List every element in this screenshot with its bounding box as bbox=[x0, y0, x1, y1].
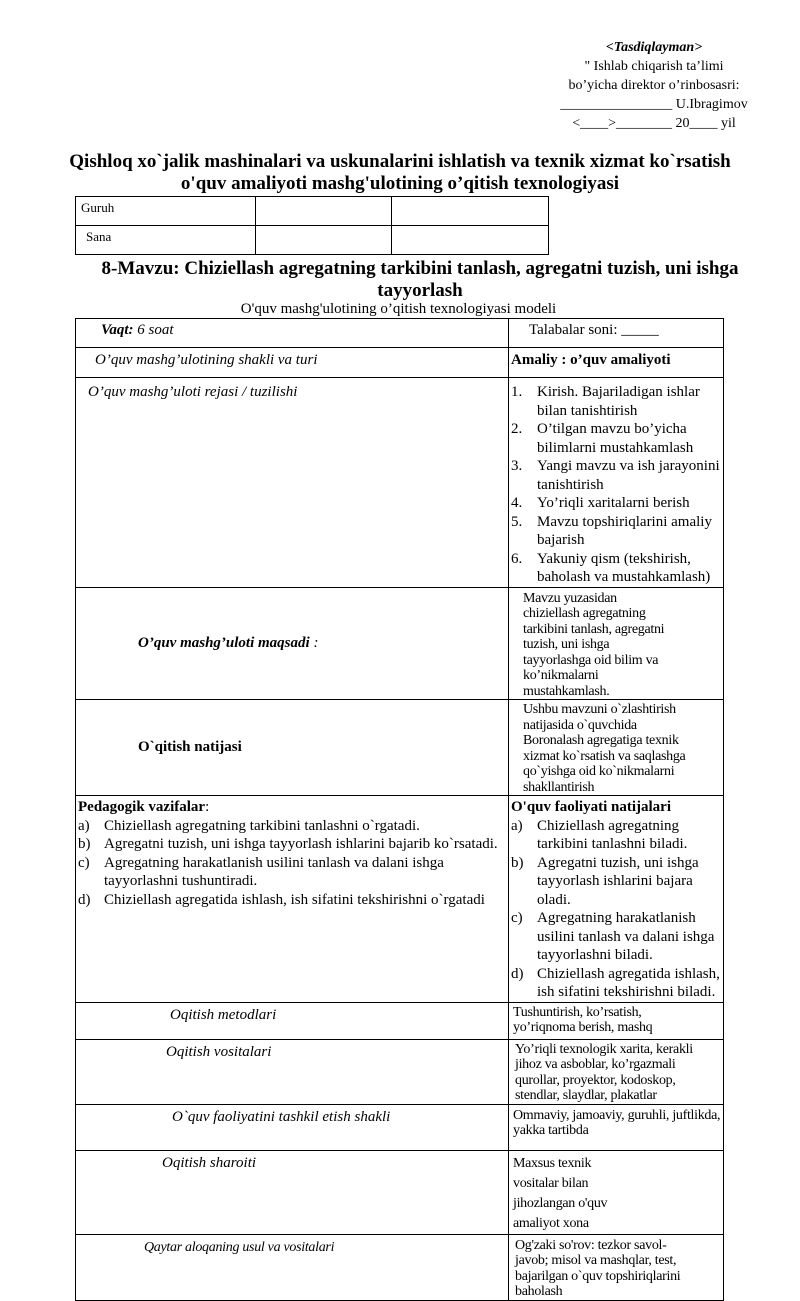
approval-block bbox=[548, 38, 760, 133]
activity-result-item-marker: b) bbox=[511, 854, 524, 871]
form-row bbox=[76, 348, 724, 378]
plan-item-marker: 3. bbox=[511, 458, 523, 474]
activity-result-item-text: Agregatning harakatlanish usilini tanlash va dalani ishga tayyorlashni biladi. bbox=[537, 910, 715, 963]
approval-line-2: bo’yicha direktor o’rinbosasri: bbox=[568, 78, 740, 93]
goal-colon: : bbox=[309, 635, 319, 651]
conditions-row bbox=[76, 1150, 724, 1234]
methods-value: Tushuntirish, ko’rsatish, yo’riqnoma berish, mashq bbox=[509, 1002, 724, 1039]
time-row bbox=[76, 319, 724, 348]
topic-line-1: 8-Mavzu: Chiziellash agregatning tarkibini tanlash, agregatni tuzish, uni ishga bbox=[101, 258, 739, 279]
activity-result-item-text: Chiziellash agregatning tarkibini tanlashni biladi. bbox=[537, 817, 688, 852]
pedagogic-task-item-marker: b) bbox=[78, 836, 91, 852]
model-subtitle: O'quv mashg'ulotining o’qitish texnologiyasi modeli bbox=[240, 301, 557, 317]
activity-result-item-marker: a) bbox=[511, 817, 523, 834]
activity-results-title: O'quv faoliyati natijalari bbox=[511, 799, 672, 815]
feedback-value: Og'zaki so'rov: tezkor savol-javob; misol va mashqlar, test, bajarilgan o`quv topshiriqlarini baholash bbox=[509, 1234, 724, 1300]
approval-line-3: ________________ U.Ibragimov bbox=[560, 97, 748, 112]
plan-item-marker: 5. bbox=[511, 513, 523, 530]
pedagogic-task-item-text: Agregatning harakatlanish usilini tanlash va dalani ishga tayyorlashni tushuntiradi. bbox=[104, 854, 444, 889]
activity-result-item bbox=[511, 909, 721, 965]
plan-item-marker: 1. bbox=[511, 384, 523, 400]
time-value: 6 soat bbox=[133, 322, 174, 338]
group-date-table bbox=[75, 196, 549, 255]
pedagogic-task-item bbox=[78, 835, 506, 854]
students-cell bbox=[509, 319, 724, 348]
topic-heading bbox=[70, 258, 770, 302]
pedagogic-task-item-text: Agregatni tuzish, uni ishga tayyorlash ishlarini bajarib ko`rsatadi. bbox=[104, 836, 498, 852]
pedagogic-task-item bbox=[78, 817, 506, 836]
pedagogic-task-item-marker: c) bbox=[78, 854, 90, 871]
plan-item-text: O’tilgan mavzu bo’yicha bilimlarni mustahkamlash bbox=[537, 421, 694, 456]
plan-item bbox=[511, 457, 721, 494]
plan-item-text: Yakuniy qism (tekshirish, baholash va mustahkamlash) bbox=[537, 550, 711, 585]
approval-line-4: <____>________ 20____ yil bbox=[572, 116, 736, 131]
result-row bbox=[76, 700, 724, 796]
plan-item-text: Kirish. Bajariladigan ishlar bilan tanishtirish bbox=[537, 384, 700, 419]
group-label: Guruh bbox=[76, 197, 256, 226]
plan-item-marker: 4. bbox=[511, 495, 523, 511]
students-label: Talabalar soni: _____ bbox=[529, 322, 659, 338]
plan-item-text: Yo’riqli xaritalarni berish bbox=[537, 495, 690, 511]
organization-label: O`quv faoliyatini tashkil etish shakli bbox=[76, 1104, 509, 1150]
time-cell bbox=[76, 319, 509, 348]
pedagogic-task-item-marker: d) bbox=[78, 891, 91, 908]
organization-value: Ommaviy, jamoaviy, guruhli, juftlikda, yakka tartibda bbox=[509, 1104, 724, 1150]
activity-result-item-marker: c) bbox=[511, 910, 523, 926]
activity-result-item-text: Agregatni tuzish, uni ishga tayyorlash ishlarini bajara oladi. bbox=[537, 854, 699, 908]
time-label: Vaqt: bbox=[101, 322, 134, 338]
document-title bbox=[40, 151, 760, 195]
pedagogic-task-item-marker: a) bbox=[78, 817, 90, 834]
tools-row bbox=[76, 1039, 724, 1104]
activity-result-item bbox=[511, 965, 721, 1002]
topic-line-2: tayyorlash bbox=[377, 280, 463, 301]
group-row bbox=[76, 197, 549, 226]
plan-row bbox=[76, 378, 724, 588]
activity-result-item bbox=[511, 854, 721, 910]
form-value: Amaliy : o’quv amaliyoti bbox=[509, 348, 724, 378]
date-value-cell-2[interactable] bbox=[392, 226, 549, 255]
activity-result-item bbox=[511, 817, 721, 854]
pedagogic-task-item-text: Chiziellash agregatning tarkibini tanlashni o`rgatadi. bbox=[104, 817, 420, 834]
conditions-label: Oqitish sharoiti bbox=[76, 1150, 509, 1234]
plan-cell bbox=[509, 378, 724, 588]
document-title-line-2: o'quv amaliyoti mashg'ulotining o’qitish texnologiyasi bbox=[180, 173, 620, 194]
activity-results-list bbox=[511, 817, 721, 1002]
pedagogic-task-item-text: Chiziellash agregatida ishlash, ish sifatini tekshirishni o`rgatadi bbox=[104, 891, 485, 908]
activity-results-cell bbox=[509, 796, 724, 1003]
feedback-row bbox=[76, 1234, 724, 1300]
conditions-value: Maxsus texnik vositalar bilan jihozlangan o'quv amaliyot xona bbox=[509, 1150, 724, 1234]
group-value-cell-2[interactable] bbox=[392, 197, 549, 226]
plan-item-marker: 6. bbox=[511, 550, 523, 567]
plan-label: O’quv mashg’uloti rejasi / tuzilishi bbox=[76, 378, 509, 588]
pedagogic-task-item bbox=[78, 891, 506, 910]
plan-list bbox=[511, 383, 721, 587]
tools-label: Oqitish vositalari bbox=[76, 1039, 509, 1104]
document-title-line-1: Qishloq xo`jalik mashinalari va uskunalarini ishlatish va texnik xizmat ko`rsatish bbox=[69, 151, 731, 172]
plan-item bbox=[511, 550, 721, 587]
model-table bbox=[75, 318, 724, 1301]
goal-row bbox=[76, 587, 724, 700]
date-label: Sana bbox=[76, 226, 256, 255]
plan-item-text: Mavzu topshiriqlarini amaliy bajarish bbox=[537, 513, 712, 548]
approval-title: <Tasdiqlayman> bbox=[605, 40, 703, 55]
date-row bbox=[76, 226, 549, 255]
activity-result-item-text: Chiziellash agregatida ishlash, ish sifatini tekshirishni biladi. bbox=[537, 965, 720, 1000]
result-text: Ushbu mavzuni o`zlashtirish natijasida o`quvchida Boronalash agregatiga texnik xizmat ko`rsatish va saqlashga qo`yishga oid ko`nikmalarni shakllantirish bbox=[509, 700, 724, 796]
pedagogic-tasks-colon: : bbox=[205, 799, 210, 815]
feedback-label: Qaytar aloqaning usul va vositalari bbox=[76, 1234, 509, 1300]
plan-item bbox=[511, 420, 721, 457]
date-value-cell-1[interactable] bbox=[256, 226, 392, 255]
tasks-row bbox=[76, 796, 724, 1003]
pedagogic-tasks-title: Pedagogik vazifalar bbox=[78, 799, 206, 815]
methods-row bbox=[76, 1002, 724, 1039]
plan-item-marker: 2. bbox=[511, 421, 523, 437]
group-value-cell-1[interactable] bbox=[256, 197, 392, 226]
goal-text: Mavzu yuzasidan chiziellash agregatning tarkibini tanlash, agregatni tuzish, uni ishga tayyorlashga oid bilim va ko’nikmalarni mustahkamlash. bbox=[509, 587, 724, 700]
plan-item bbox=[511, 494, 721, 513]
tools-value: Yo’riqli texnologik xarita, kerakli jihoz va asboblar, ko’rgazmali qurollar, proyektor, kodoskop, stendlar, slaydlar, plakatlar bbox=[509, 1039, 724, 1104]
result-label: O`qitish natijasi bbox=[76, 700, 509, 796]
plan-item-text: Yangi mavzu va ish jarayonini tanishtirish bbox=[537, 458, 720, 493]
methods-label: Oqitish metodlari bbox=[76, 1002, 509, 1039]
goal-label-cell bbox=[76, 587, 509, 700]
plan-item bbox=[511, 383, 721, 420]
pedagogic-tasks-cell bbox=[76, 796, 509, 1003]
pedagogic-tasks-list bbox=[78, 817, 506, 910]
form-label: O’quv mashg’ulotining shakli va turi bbox=[76, 348, 509, 378]
pedagogic-task-item bbox=[78, 854, 506, 891]
activity-result-item-marker: d) bbox=[511, 965, 524, 982]
goal-label: O’quv mashg’uloti maqsadi bbox=[138, 635, 310, 651]
approval-line-1: " Ishlab chiqarish ta’limi bbox=[584, 59, 724, 74]
organization-row bbox=[76, 1104, 724, 1150]
plan-item bbox=[511, 513, 721, 550]
